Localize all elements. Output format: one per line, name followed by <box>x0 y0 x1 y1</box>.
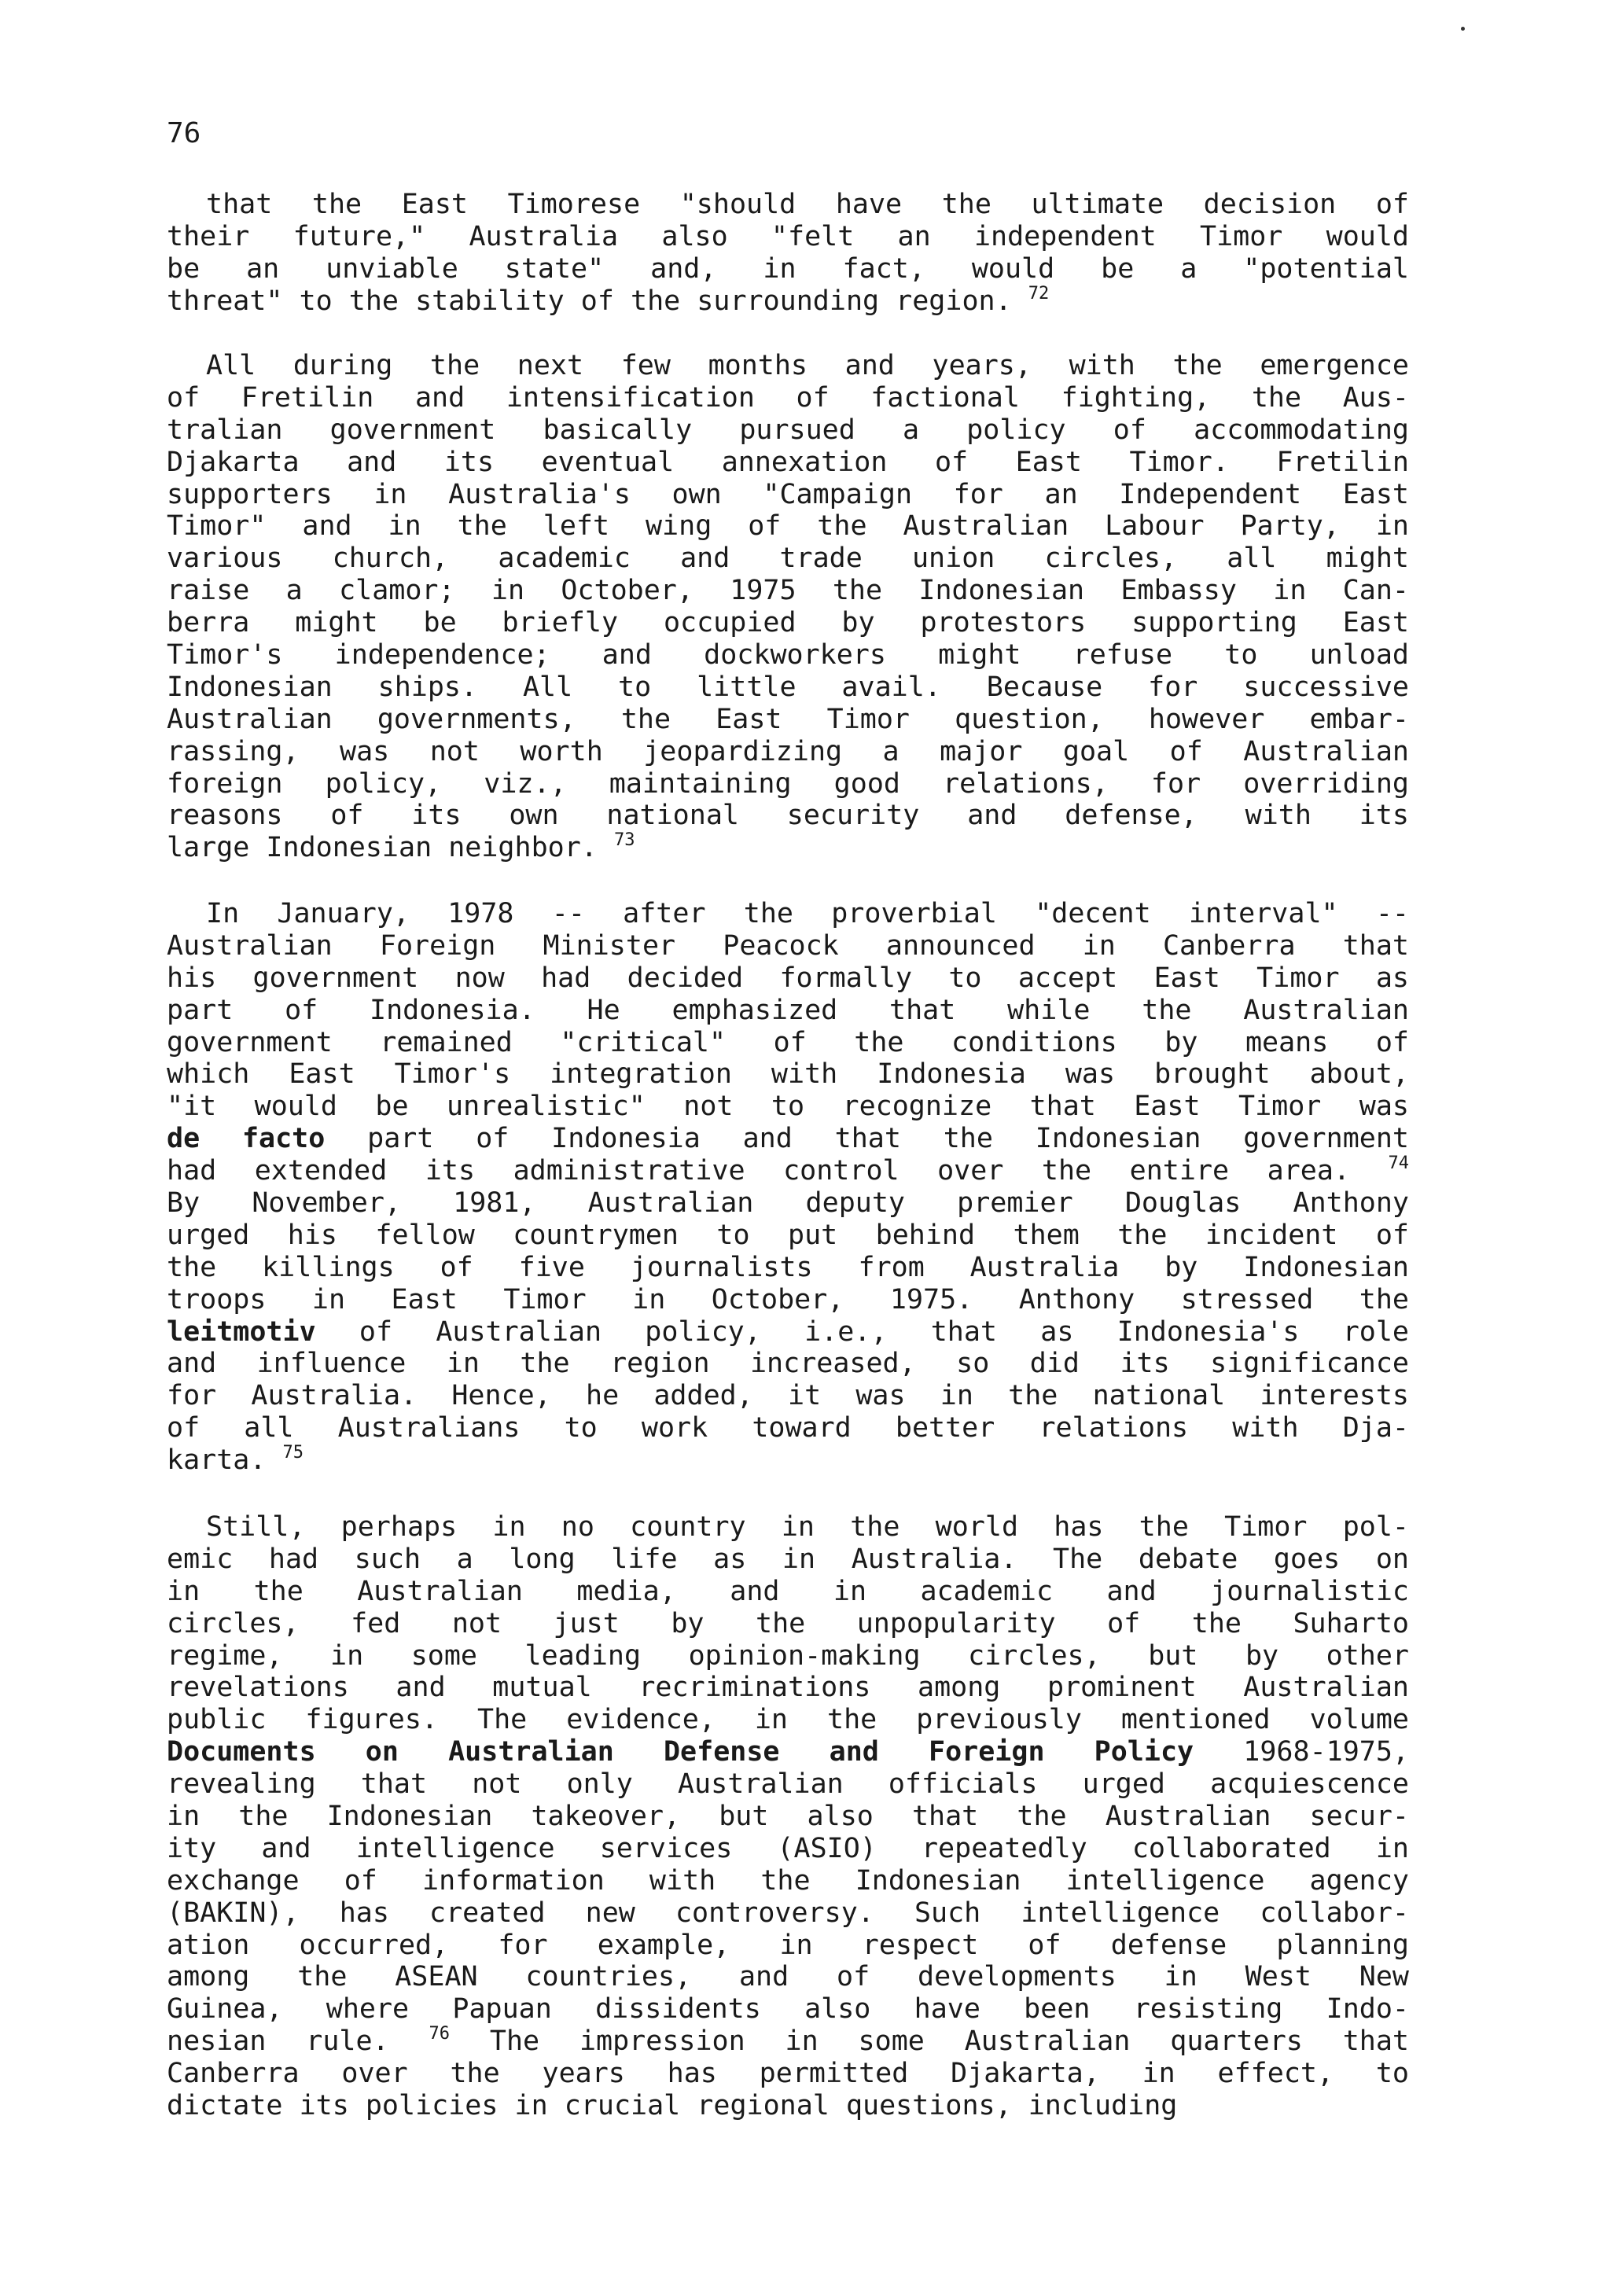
line-text: circles, fed not just by the unpopularity of the Suharto <box>167 1607 1409 1639</box>
line-text: in the Indonesian takeover, but also that the Australian secur- <box>167 1801 1409 1833</box>
text-line <box>167 575 1409 607</box>
page-number: 76 <box>167 117 201 149</box>
text-line <box>167 1608 1409 1640</box>
line-text: Canberra over the years has permitted Djakarta, in effect, to <box>167 2058 1409 2090</box>
text-line <box>167 1993 1409 2026</box>
text-line <box>167 704 1409 736</box>
line-text: (BAKIN), has created new controversy. Such intelligence collabor- <box>167 1897 1409 1929</box>
text-line <box>167 1930 1409 1962</box>
line-text: dictate its policies in crucial regional questions, including <box>167 2090 1178 2122</box>
text-line <box>167 736 1409 768</box>
text-line <box>167 639 1409 672</box>
text-line <box>167 1672 1409 1704</box>
line-text: for Australia. Hence, he added, it was in the national interests <box>167 1380 1409 1412</box>
line-text: part of Indonesia and that the Indonesian government <box>325 1123 1409 1155</box>
text-line <box>167 1576 1409 1608</box>
text-line <box>167 1252 1409 1284</box>
line-text: of Australian policy, i.e., that as Indonesia's role <box>315 1315 1409 1348</box>
line-text: raise a clamor; in October, 1975 the Indonesian Embassy in Can- <box>167 575 1409 607</box>
line-text: of Fretilin and intensification of factional fighting, the Aus- <box>167 381 1409 414</box>
text-line <box>167 1284 1409 1316</box>
line-text: revelations and mutual recriminations among prominent Australian <box>167 1672 1409 1704</box>
text-line <box>167 1091 1409 1123</box>
line-text: berra might be briefly occupied by protestors supporting East <box>167 607 1409 639</box>
text-line <box>167 1768 1409 1801</box>
line-text: be an unviable state" and, in fact, would be a "potential <box>167 252 1409 285</box>
line-text: revealing that not only Australian officials urged acquiescence <box>167 1768 1409 1801</box>
line-text: Indonesian ships. All to little avail. Because for successive <box>167 671 1409 703</box>
line-text: In January, 1978 -- after the proverbial "decent interval" -- <box>206 898 1409 929</box>
text-line <box>167 1412 1409 1444</box>
line-text: Still, perhaps in no country in the world has the Timor pol- <box>206 1511 1409 1543</box>
scan-speck <box>1461 27 1465 31</box>
text-line <box>167 607 1409 639</box>
text-line <box>167 1801 1409 1833</box>
text-line <box>167 285 1409 318</box>
text-line <box>167 221 1409 253</box>
text-line <box>167 350 1409 382</box>
line-text: part of Indonesia. He emphasized that while the Australian <box>167 994 1409 1026</box>
footnote-marker: 72 <box>1028 285 1050 304</box>
line-text: reasons of its own national security and defense, with its <box>167 800 1409 832</box>
line-text: of all Australians to work toward better relations with Dja- <box>167 1412 1409 1444</box>
text-line <box>167 1865 1409 1897</box>
paragraph <box>167 898 1409 1477</box>
text-line <box>167 2090 1409 2122</box>
text-line <box>167 189 1409 221</box>
line-text: threat" to the stability of the surrounding region. <box>167 285 1012 317</box>
line-text: his government now had decided formally to accept East Timor as <box>167 962 1409 994</box>
line-text: Djakarta and its eventual annexation of East Timor. Fretilin <box>167 446 1409 478</box>
text-line <box>167 1058 1409 1091</box>
footnote-marker: 76 <box>429 2026 451 2044</box>
text-line <box>167 1704 1409 1736</box>
text-line <box>167 510 1409 543</box>
text-line <box>167 1380 1409 1412</box>
line-text: Guinea, where Papuan dissidents also have been resisting Indo- <box>167 1993 1409 2026</box>
emphasis: Documents on Australian Defense and Foreign Policy <box>167 1736 1194 1768</box>
line-text: and influence in the region increased, so did its significance <box>167 1348 1409 1380</box>
emphasis: leitmotiv <box>167 1315 316 1348</box>
line-text: troops in East Timor in October, 1975. Anthony stressed the <box>167 1283 1409 1315</box>
line-text: 1968-1975, <box>1194 1736 1409 1768</box>
text-line <box>167 672 1409 704</box>
text-line <box>167 1123 1409 1155</box>
line-text: exchange of information with the Indonesian intelligence agency <box>167 1864 1409 1897</box>
text-line <box>167 800 1409 832</box>
line-text: emic had such a long life as in Australia. The debate goes on <box>167 1543 1409 1575</box>
line-text: Australian governments, the East Timor question, however embar- <box>167 703 1409 735</box>
footnote-marker: 75 <box>282 1444 304 1463</box>
text-line <box>167 543 1409 575</box>
line-text: various church, academic and trade union circles, all might <box>167 543 1409 575</box>
text-line <box>167 1027 1409 1059</box>
line-text: karta. <box>167 1444 267 1477</box>
text-line <box>167 898 1409 930</box>
line-text: which East Timor's integration with Indonesia was brought about, <box>167 1058 1409 1091</box>
line-text: public figures. The evidence, in the previously mentioned volume <box>167 1704 1409 1736</box>
line-text: large Indonesian neighbor. <box>167 832 598 864</box>
text-line <box>167 479 1409 511</box>
line-text: Timor's independence; and dockworkers might refuse to unload <box>167 639 1409 672</box>
paragraph <box>167 1511 1409 2122</box>
text-line <box>167 1444 1409 1477</box>
line-text: Timor" and in the left wing of the Australian Labour Party, in <box>167 510 1409 543</box>
line-text: among the ASEAN countries, and of developments in West New <box>167 1961 1409 1993</box>
line-text: supporters in Australia's own "Campaign for an Independent East <box>167 478 1409 510</box>
paragraph <box>167 189 1409 318</box>
text-line <box>167 832 1409 864</box>
line-text: By November, 1981, Australian deputy premier Douglas Anthony <box>167 1187 1409 1220</box>
line-text-after: The impression in some Australian quarters that <box>450 2026 1409 2058</box>
line-text: All during the next few months and years, with the emergence <box>206 350 1409 381</box>
text-line <box>167 2026 1409 2058</box>
emphasis: de facto <box>167 1123 326 1155</box>
line-text: their future," Australia also "felt an independent Timor would <box>167 220 1409 252</box>
text-line <box>167 1961 1409 1993</box>
text-line <box>167 1511 1409 1544</box>
line-text: tralian government basically pursued a policy of accommodating <box>167 414 1409 446</box>
text-line <box>167 1640 1409 1672</box>
footnote-marker: 74 <box>1388 1155 1409 1174</box>
line-text: regime, in some leading opinion-making circles, but by other <box>167 1639 1409 1672</box>
text-line <box>167 962 1409 995</box>
line-text: nesian rule. <box>167 2026 389 2058</box>
line-text: "it would be unrealistic" not to recognize that East Timor was <box>167 1091 1409 1123</box>
text-line <box>167 1544 1409 1576</box>
line-text: ity and intelligence services (ASIO) repeatedly collaborated in <box>167 1832 1409 1864</box>
line-text: urged his fellow countrymen to put behind them the incident of <box>167 1219 1409 1251</box>
text-line <box>167 1897 1409 1930</box>
line-text: in the Australian media, and in academic and journalistic <box>167 1575 1409 1607</box>
line-text: that the East Timorese "should have the ultimate decision of <box>206 189 1409 220</box>
text-line <box>167 768 1409 800</box>
line-text: government remained "critical" of the conditions by means of <box>167 1026 1409 1058</box>
line-text: the killings of five journalists from Australia by Indonesian <box>167 1251 1409 1283</box>
text-line <box>167 253 1409 285</box>
line-text: rassing, was not worth jeopardizing a major goal of Australian <box>167 735 1409 767</box>
line-text: foreign policy, viz., maintaining good relations, for overriding <box>167 767 1409 800</box>
text-line <box>167 1187 1409 1220</box>
text-line <box>167 414 1409 447</box>
text-line <box>167 1736 1409 1768</box>
text-line <box>167 1220 1409 1252</box>
paragraph <box>167 350 1409 864</box>
line-text: had extended its administrative control over the entire area. <box>167 1155 1350 1187</box>
line-text: Australian Foreign Minister Peacock announced in Canberra that <box>167 929 1409 962</box>
footnote-marker: 73 <box>613 832 635 851</box>
text-line <box>167 447 1409 479</box>
text-line <box>167 930 1409 962</box>
text-line <box>167 1833 1409 1865</box>
text-line <box>167 1348 1409 1380</box>
text-line <box>167 2058 1409 2090</box>
text-line <box>167 1316 1409 1349</box>
text-line <box>167 995 1409 1027</box>
line-text: ation occurred, for example, in respect of defense planning <box>167 1929 1409 1961</box>
text-line <box>167 1155 1409 1187</box>
text-line <box>167 382 1409 414</box>
